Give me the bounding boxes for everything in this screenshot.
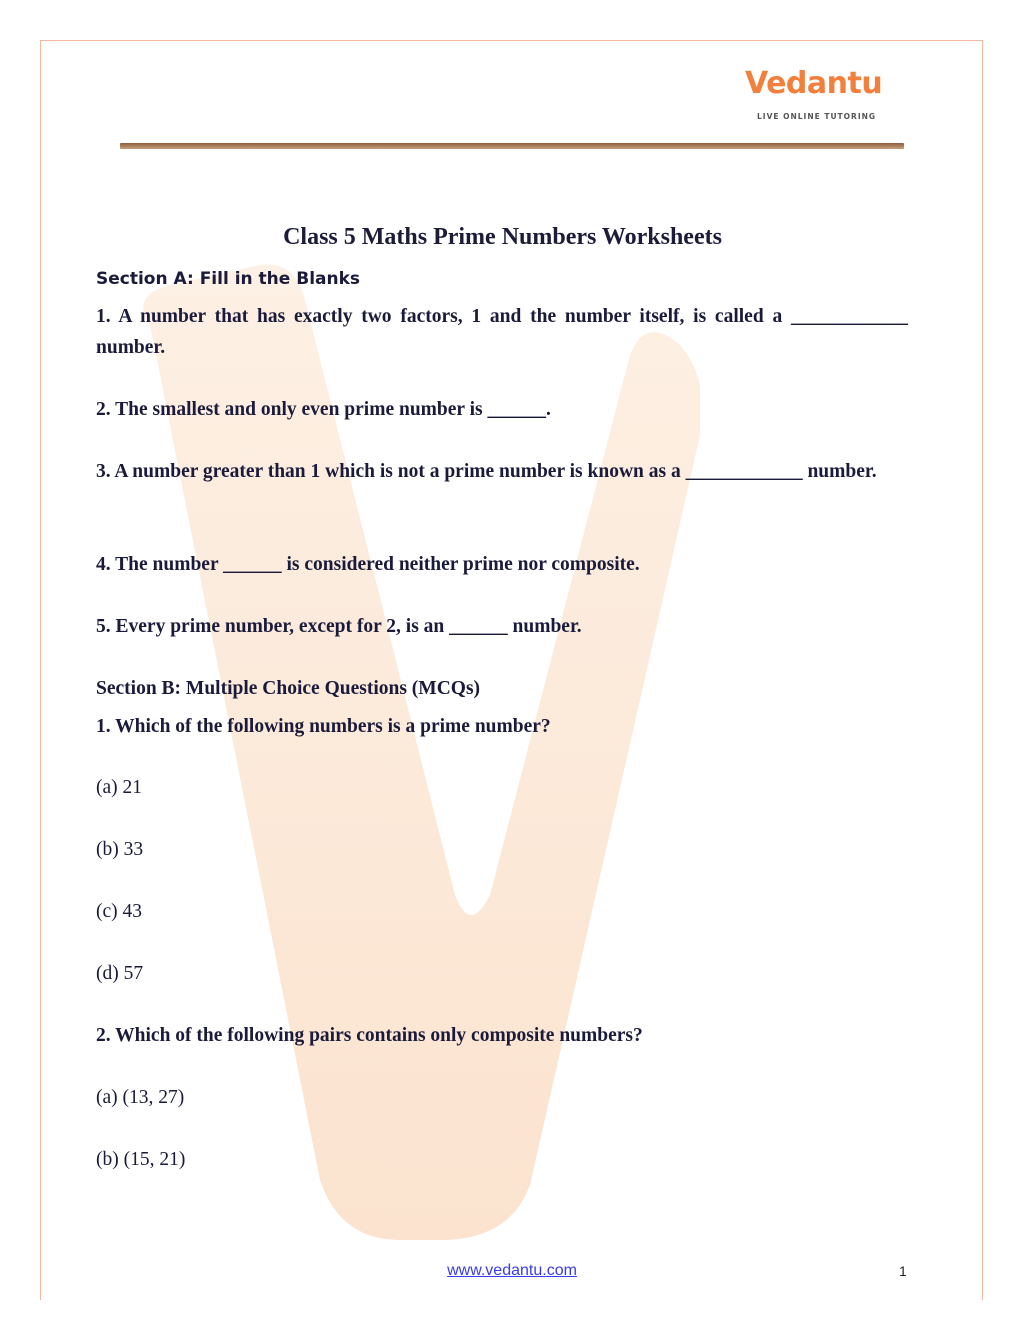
q1-option-a: (a) 21 xyxy=(96,777,143,798)
section-a-heading: Section A: Fill in the Blanks xyxy=(96,269,361,289)
logo-tagline: LIVE ONLINE TUTORING xyxy=(757,112,877,121)
page-number: 1 xyxy=(899,1263,907,1279)
page-title: Class 5 Maths Prime Numbers Worksheets xyxy=(283,224,722,250)
q2-option-b: (b) (15, 21) xyxy=(96,1149,186,1170)
section-a-question-1: 1. A number that has exactly two factors, 1 and the number itself, is called a ____________ number. xyxy=(96,306,908,358)
q1-option-c: (c) 43 xyxy=(96,901,143,922)
section-a-question-2: 2. The smallest and only even prime number is ______. xyxy=(96,399,551,420)
section-a-question-3: 3. A number greater than 1 which is not a prime number is known as a ____________ number. xyxy=(96,461,877,482)
q1-option-b: (b) 33 xyxy=(96,839,144,860)
logo-wordmark: Vedantu xyxy=(745,66,883,101)
section-a-question-5: 5. Every prime number, except for 2, is an ______ number. xyxy=(96,616,582,637)
footer-website-link[interactable]: www.vedantu.com xyxy=(447,1262,577,1279)
q2-option-a: (a) (13, 27) xyxy=(96,1087,185,1108)
section-b-question-1: 1. Which of the following numbers is a prime number? xyxy=(96,716,551,737)
q1-option-d: (d) 57 xyxy=(96,963,144,984)
section-b-question-2: 2. Which of the following pairs contains only composite numbers? xyxy=(96,1025,643,1046)
header-divider xyxy=(120,143,904,149)
vedantu-logo xyxy=(745,66,905,130)
section-a-question-4: 4. The number ______ is considered neither prime nor composite. xyxy=(96,554,640,575)
section-b-heading: Section B: Multiple Choice Questions (MCQs) xyxy=(96,678,481,699)
